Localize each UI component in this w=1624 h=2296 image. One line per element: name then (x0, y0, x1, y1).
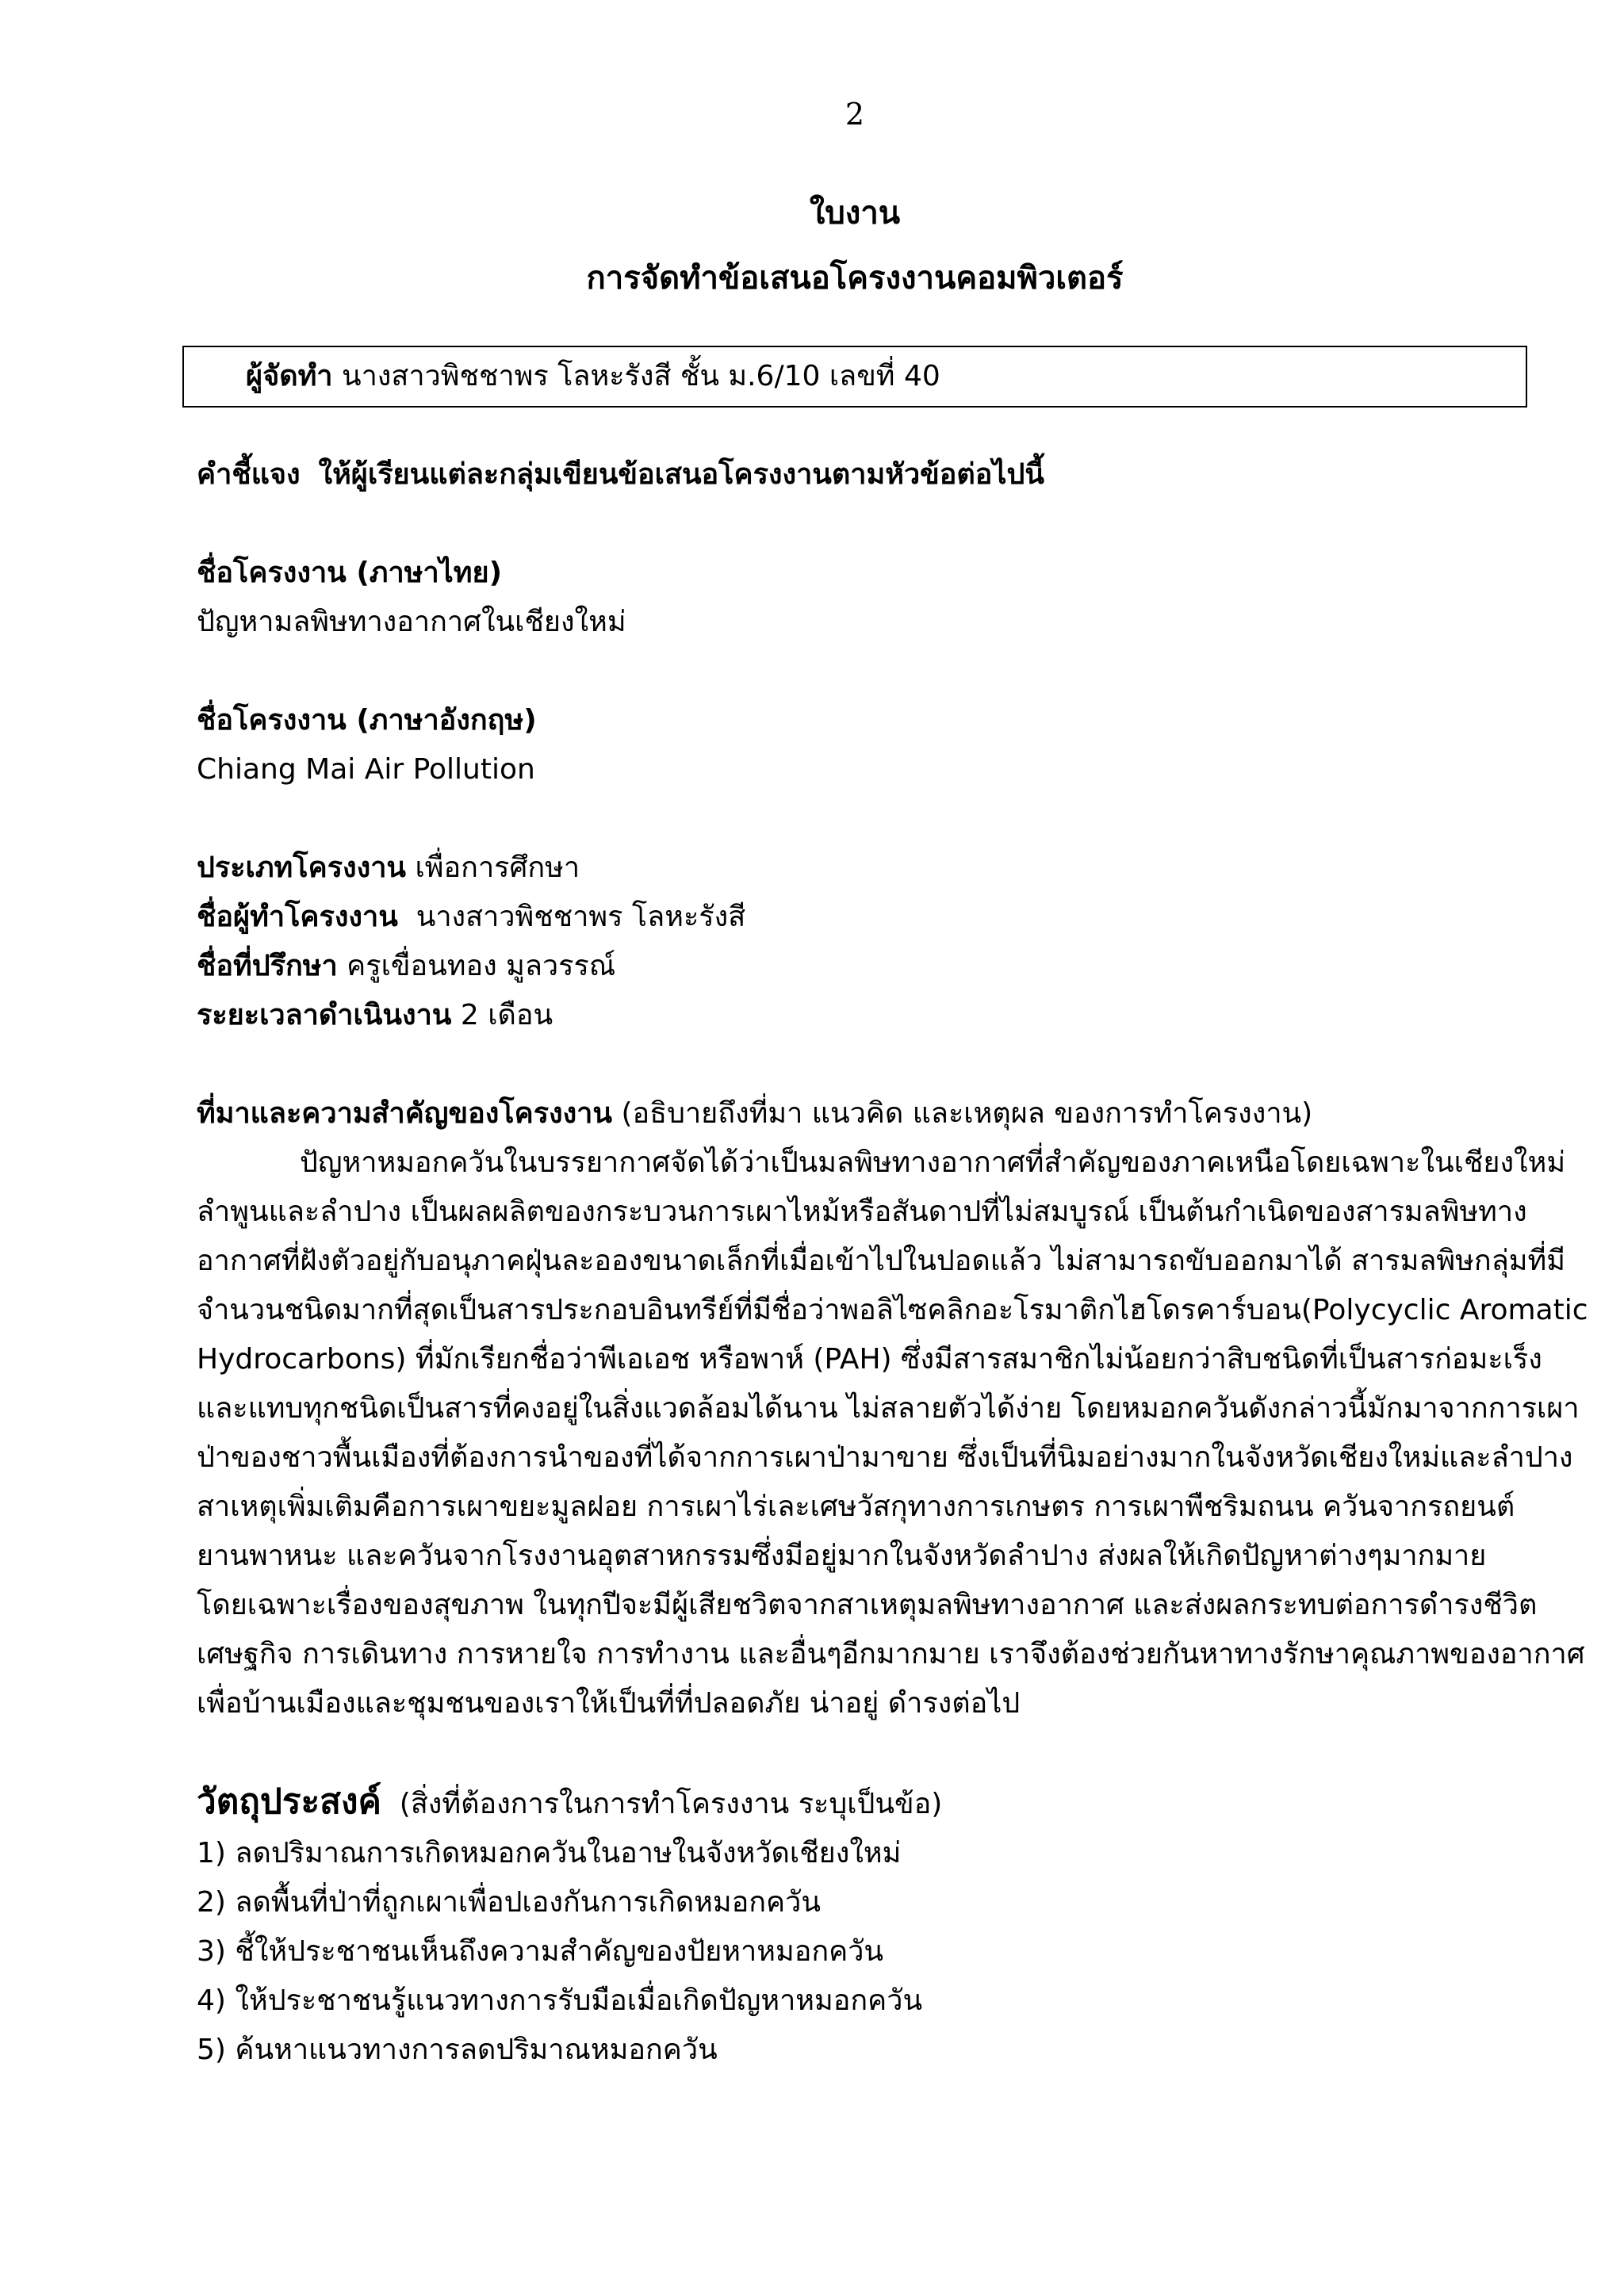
objective-item: 5) ค้นหาแนวทางการลดปริมาณหมอกควัน (197, 2034, 718, 2066)
objectives-note: (สิ่งที่ต้องการในการทำโครงงาน ระบุเป็นข้อ) (399, 1788, 943, 1820)
project-name-en-label: ชื่อโครงงาน (ภาษาอังกฤษ) (197, 704, 537, 737)
background-line: Hydrocarbons) ที่มักเรียกชื่อว่าพีเอเอช หรือพาห์ (PAH) ซึ่งมีสารสมาชิกไม่น้อยกว่าสิบชนิดที่เป็นสารก่อมะเร็ง (197, 1343, 1542, 1376)
background-line: โดยเฉพาะเรื่องของสุขภาพ ในทุกปีจะมีผู้เสียชวิตจากสาเหตุมลพิษทางอากาศ และส่งผลกระทบต่อการดำรงชีวิต (197, 1589, 1538, 1621)
instruction-label: คำชี้แจง (197, 458, 301, 491)
instruction-text: ให้ผู้เรียนแต่ละกลุ่มเขียนข้อเสนอโครงงานตามหัวข้อต่อไปนี้ (318, 458, 1044, 491)
project-name-en-value: Chiang Mai Air Pollution (197, 753, 535, 786)
background-line: อากาศที่ฝังตัวอยู่กับอนุภาคฝุ่นละอองขนาดเล็กที่เมื่อเข้าไปในปอดแล้ว ไม่สามารถขับออกมาได้ สารมลพิษกลุ่มที่มี (197, 1245, 1565, 1277)
document-body (197, 450, 1588, 2075)
background-line: จำนวนชนิดมากที่สุดเป็นสารประกอบอินทรีย์ที่มีชื่อว่าพอลิไซคลิกอะโรมาติกไฮโดรคาร์บอน(Polycyclic Aromatic (197, 1294, 1588, 1326)
info-row-author (197, 893, 1513, 942)
background-line: ปัญหาหมอกควันในบรรยากาศจัดได้ว่าเป็นมลพิษทางอากาศที่สำคัญของภาคเหนือโดยเฉพาะในเชียงใหม่ (300, 1146, 1566, 1179)
info-label: ชื่อผู้ทำโครงงาน (197, 901, 398, 933)
info-label: ชื่อที่ปรึกษา (197, 950, 338, 982)
background-line: และแทบทุกชนิดเป็นสารที่คงอยู่ในสิ่งแวดล้อมได้นาน ไม่สลายตัวได้ง่าย โดยหมอกควันดังกล่าวนี้มักมาจากการเผา (197, 1392, 1580, 1425)
objective-item: 1) ลดปริมาณการเกิดหมอกควันในอาษในจังหวัดเชียงใหม่ (197, 1837, 902, 1869)
info-label: ประเภทโครงงาน (197, 851, 407, 884)
author-label: ผู้จัดทำ (246, 360, 333, 392)
background-note: (อธิบายถึงที่มา แนวคิด และเหตุผล ของการทำโครงงาน) (621, 1097, 1313, 1130)
info-label: ระยะเวลาดำเนินงาน (197, 999, 452, 1031)
info-value: นางสาวพิชชาพร โลหะรังสี (416, 901, 746, 933)
background-line: สาเหตุเพิ่มเติมคือการเผาขยะมูลฝอย การเผาไร่เละเศษวัสกุทางการเกษตร การเผาพืชริมถนน ควันจากรถยนต์ (197, 1490, 1515, 1523)
page-title: ใบงาน (809, 195, 901, 232)
background-line: ยานพาหนะ และควันจากโรงงานอุตสาหกรรมซึ่งมีอยู่มากในจังหวัดลำปาง ส่งผลให้เกิดปัญหาต่างๆมากมาย (197, 1540, 1487, 1572)
objective-item: 4) ให้ประชาชนรู้แนวทางการรับมือเมื่อเกิดปัญหาหมอกควัน (197, 1984, 923, 2017)
background-heading (197, 1089, 1513, 1138)
info-value: เพื่อการศึกษา (415, 851, 580, 884)
page-subtitle: การจัดทำข้อเสนอโครงงานคอมพิวเตอร์ (586, 260, 1124, 297)
title-block (0, 181, 1624, 311)
objective-item: 2) ลดพื้นที่ป่าที่ถูกเผาเพื่อปเองกันการเกิดหมอกควัน (197, 1886, 821, 1919)
objectives-heading (197, 1777, 1513, 1829)
objective-item: 3) ชี้ให้ประชาชนเห็นถึงความสำคัญของปัยหาหมอกควัน (197, 1935, 884, 1968)
info-value: ครูเขื่อนทอง มูลวรรณ์ (347, 950, 616, 982)
background-line: ลำพูนและลำปาง เป็นผลผลิตของกระบวนการเผาไหม้หรือสันดาปที่ไม่สมบูรณ์ เป็นต้นกำเนิดของสารมลพิษทาง (197, 1196, 1527, 1228)
background-line: เพื่อบ้านเมืองและชุมชนของเราให้เป็นที่ที่ปลอดภัย น่าอยู่ ดำรงต่อไป (197, 1687, 1021, 1720)
background-label: ที่มาและความสำคัญของโครงงาน (197, 1097, 613, 1130)
objectives-label: วัตถุประสงค์ (197, 1781, 381, 1822)
info-value: 2 เดือน (460, 999, 553, 1031)
author-value: นางสาวพิชชาพร โลหะรังสี ชั้น ม.6/10 เลขที่ 40 (341, 360, 940, 392)
info-row-advisor (197, 942, 1513, 991)
background-line: ป่าของชาวพื้นเมืองที่ต้องการนำของที่ได้จากการเผาป่ามาขาย ซึ่งเป็นที่นิมอย่างมากในจังหวัดเชียงใหม่และลำปาง (197, 1441, 1573, 1474)
background-line: เศษฐกิจ การเดินทาง การหายใจ การทำงาน และอื่นๆอีกมากมาย เราจึงต้องช่วยกันหาทางรักษาคุณภาพของอากาศ (197, 1638, 1585, 1670)
page-number: 2 (845, 97, 865, 132)
project-name-th-label: ชื่อโครงงาน (ภาษาไทย) (197, 557, 503, 589)
author-box (182, 346, 1527, 408)
info-row-type (197, 844, 1513, 893)
project-name-th-value: ปัญหามลพิษทางอากาศในเชียงใหม่ (197, 606, 626, 638)
info-row-duration (197, 991, 1513, 1040)
instruction (197, 450, 1513, 499)
